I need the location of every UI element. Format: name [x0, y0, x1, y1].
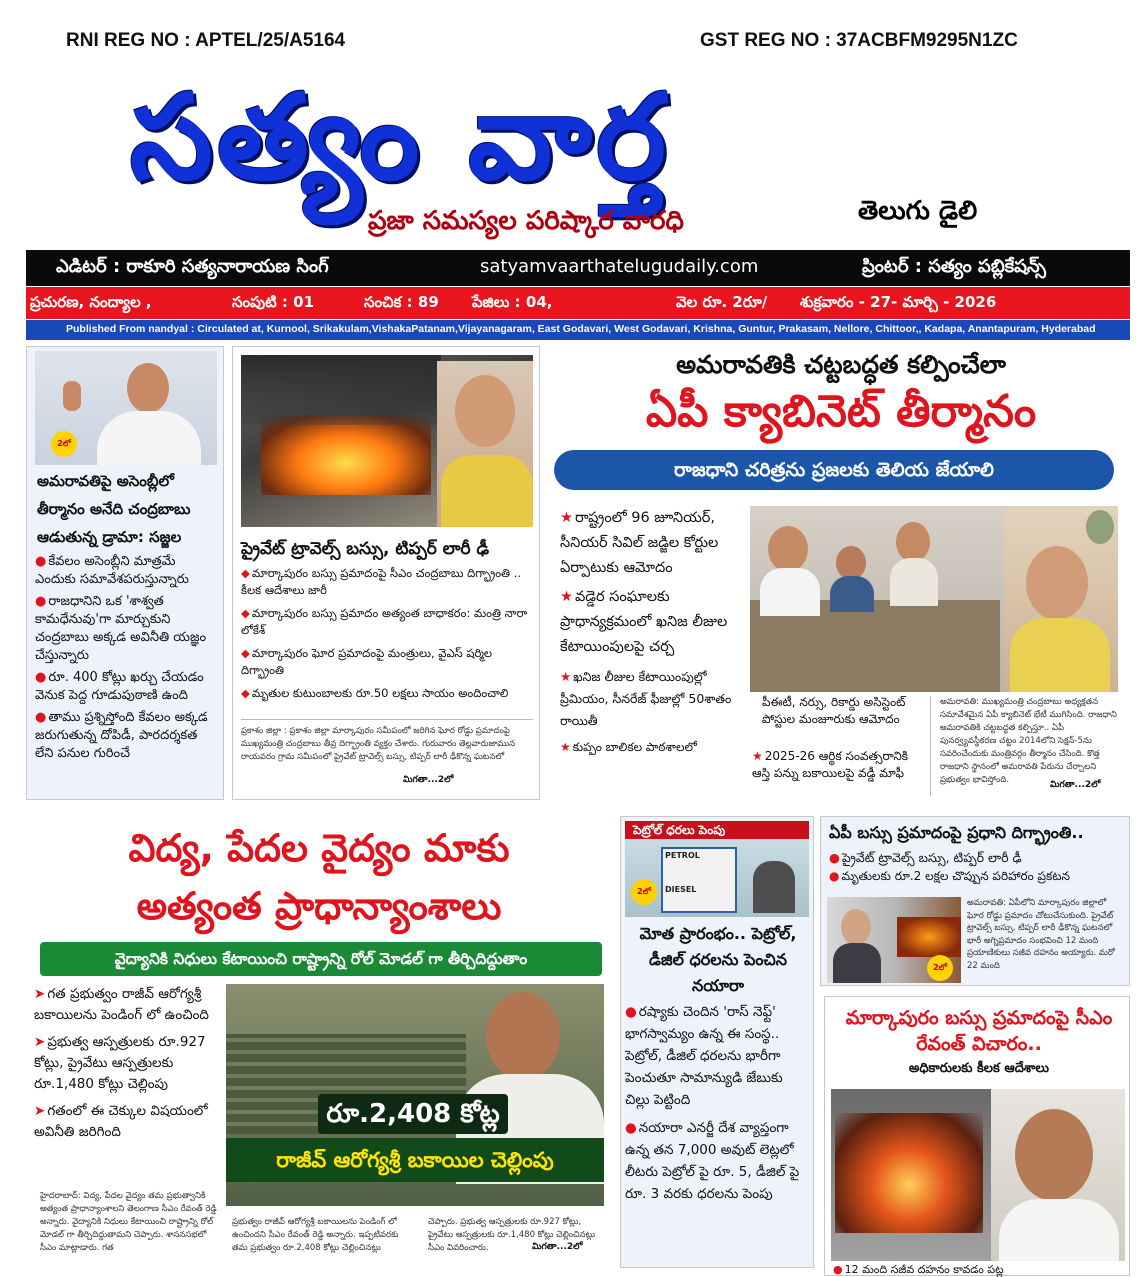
cabinet-body: అమరావతి: ముఖ్యమంత్రి చంద్రబాబు అధ్యక్షతన సమావేశమైన ఏపీ క్యాబినెట్ భేటీ ముగిసింది. రాజధాని అమరావతికి చట్టబద్ధత కల్పిస్తూ.. ఏపీ పునర్వ్యవస్థీకరణ చట్టం 2014లోని సెక్షన్-5ను సవరించేందుకు మంత్రివర్గం తీర్మానం చేసింది. కొత్త రాజధాని స్థానంలో అమరావతి పేరును చేర్చాలని ప్రభుత్వం భావిస్తోంది.	[940, 697, 1117, 785]
health-story	[26, 816, 612, 1276]
pump-label-petrol: PETROL	[665, 851, 700, 860]
price-label: వెల రూ. 2రూ/	[676, 293, 768, 311]
pm-story	[820, 816, 1130, 986]
rni-registration: RNI REG NO : APTEL/25/A5164	[66, 30, 346, 51]
pm-bullets	[829, 849, 1129, 885]
petrol-headline: మోత ప్రారంభం.. పెట్రోల్, డీజిల్ ధరలను పెంచిన నయారా	[639, 924, 797, 995]
gst-registration: GST REG NO : 37ACBFM9295N1ZC	[700, 30, 1018, 51]
list-item: ● మృతులకు రూ.2 లక్షల చొప్పున పరిహారం ప్రకటన	[829, 869, 1070, 883]
cabinet-story	[552, 346, 1130, 804]
health-body-col2: ప్రభుత్వం రాజీవ్ ఆరోగ్యశ్రీ బకాయిలను పెండింగ్ లో ఉంచిందని సీఎం రేవంత్ రెడ్డి అన్నారు. ఇప్పటివరకు తమ ప్రభుత్వం రూ.2,408 కోట్లు చెల్లించినట్లు	[232, 1217, 399, 1253]
continued-link[interactable]: మిగతా...2లో	[532, 1242, 583, 1252]
petrol-photo-title: పెట్రోల్ ధరలు పెంపు	[625, 821, 809, 839]
list-item: ● కేవలం అసెంబ్లీని మాత్రమే ఎందుకు సమావేశపరుస్తున్నారు	[35, 554, 189, 587]
website-link[interactable]: satyamvaarthatelugudaily.com	[480, 256, 759, 277]
logo-badge-icon: 2లో	[51, 431, 77, 457]
cabinet-kicker: అమరావతికి చట్టబద్ధత కల్పించేలా	[676, 350, 1006, 379]
list-item: ● తాము ప్రశ్నిస్తోంది కేవలం అక్కడ జరుగుతున్న దోపిడీ, పారదర్శకత లేని పనుల గురించే	[35, 710, 208, 761]
list-item: ◆ మార్కాపురం బస్సు ప్రమాదంపై సీఎం చంద్రబాబు దిగ్భ్రాంతి .. కీలక ఆదేశాలు జారీ	[241, 566, 522, 597]
assembly-photo	[226, 984, 604, 1206]
list-item: ➤ ప్రభుత్వ ఆస్పత్రులకు రూ.927 కోట్లు, ప్రైవేటు ఆస్పత్రులకు రూ.1,480 కోట్లు చెల్లింపు	[34, 1034, 206, 1092]
volume-number: సంపుటి : 01	[232, 293, 315, 311]
cabinet-banner: రాజధాని చరిత్రను ప్రజలకు తెలియ జేయాలి	[554, 450, 1114, 490]
health-body-col3: చెప్పారు. ప్రభుత్వ ఆస్పత్రులకు రూ.927 కోట్లు, ప్రైవేటు ఆస్పత్రులకు రూ.1,480 కోట్లు చెల్లించినట్లు సీఎం వివరించారు.	[428, 1217, 596, 1253]
pm-body: అమరావతి: ఏపీలోని మార్కాపురం జిల్లాలో ఘోర రోడ్డు ప్రమాదం చోటుచేసుకుంది. ప్రైవేట్ ట్రావెల్స్ బస్సు, టిప్పర్ లారీ ఢీకొన్న ఘటనలో భారీ అగ్నిప్రమాదం సంభవించి 12 మంది ప్రయాణికులు సజీవ దహనం అయ్యారు. మరో 22 మంది	[967, 898, 1115, 971]
cabinet-headline: ఏపీ క్యాబినెట్ తీర్మానం	[645, 386, 1037, 437]
list-item: ★ కుప్పం బాలికల పాఠశాలలో	[560, 740, 697, 754]
list-item: ◆ మృతుల కుటుంబాలకు రూ.50 లక్షలు సాయం అందించాలి	[241, 686, 509, 700]
list-item: ◆ మార్కాపురం బస్సు ప్రమాదం అత్యంత బాధాకరం: మంత్రి నారా లోకేశ్	[241, 606, 528, 637]
issue-date: శుక్రవారం - 27- మార్చి - 2026	[800, 293, 997, 311]
logo-badge-icon: 2లో	[927, 955, 953, 981]
revanth-story	[824, 996, 1130, 1276]
meta-bar	[26, 287, 1130, 319]
sajjala-bullets	[35, 553, 219, 763]
info-bar	[26, 250, 1130, 286]
health-body-col1: హైదరాబాద్: విద్య, పేదల వైద్యం తమ ప్రభుత్వానికి అత్యంత ప్రాధాన్యాంశాలని తెలంగాణ సీఎం రేవంత్ రెడ్డి అన్నారు. వైద్యానికి నిధులు కేటాయించి రాష్ట్రాన్ని రోల్ మోడల్ గా తీర్చిదిద్దుతామని చెప్పారు. శాసనసభలో సీఎం మాట్లాడారు. గత	[40, 1191, 217, 1253]
bus-accident-headline: ప్రైవేట్ ట్రావెల్స్ బస్సు, టిప్పర్ లారీ ఢీ	[241, 539, 490, 559]
list-item: ★ వడ్డెర సంఘాలకు ప్రాధాన్యక్రమంలో ఖనిజ లీజుల కేటాయింపులపై చర్చ	[560, 589, 728, 655]
revanth-subheading: అధికారులకు కీలక ఆదేశాలు	[908, 1061, 1050, 1076]
publication-place: ప్రచురణ, నంద్యాల ,	[30, 293, 152, 311]
revanth-headline: మార్కాపురం బస్సు ప్రమాదంపై సీఎం రేవంత్ విచారం..	[845, 1007, 1113, 1055]
list-item: ➤ గతంలో ఈ చెక్కుల విషయంలో అవినీతి జరిగింది	[34, 1103, 208, 1140]
cabinet-bullets	[560, 506, 750, 756]
cabinet-photo-caption: పీఈటీ, నర్సు, రికార్డు అసిస్టెంట్ పోస్టుల మంజూరుకు ఆమోదం	[762, 695, 906, 726]
photo-caption-overlay: రాజీవ్ ఆరోగ్యశ్రీ బకాయిల చెల్లింపు	[226, 1138, 604, 1182]
petrol-story	[620, 816, 814, 1268]
editor-name: ఎడిటర్ : రాకూరి సత్యనారాయణ సింగ్	[56, 256, 329, 277]
bus-accident-bullets	[241, 565, 533, 702]
pm-headline: ఏపీ బస్సు ప్రమాదంపై ప్రధాని దిగ్భ్రాంతి..	[829, 823, 1084, 842]
sajjala-story	[26, 346, 224, 800]
cabinet-meeting-photo	[750, 506, 1118, 692]
health-bullets	[34, 984, 222, 1143]
list-item: ➤ గత ప్రభుత్వం రాజీవ్ ఆరోగ్యశ్రీ బకాయిలను పెండింగ్ లో ఉంచింది	[34, 986, 209, 1023]
health-headline-line1: విద్య, పేదల వైద్యం మాకు	[128, 826, 510, 870]
bus-accident-photo	[241, 355, 533, 527]
bus-accident-story	[232, 346, 540, 800]
amount-overlay: రూ.2,408 కోట్ల	[318, 1094, 508, 1134]
list-item: ● ప్రైవేట్ ట్రావెల్స్ బస్సు, టిప్పర్ లారీ ఢీ	[829, 850, 1022, 865]
pump-label-diesel: DIESEL	[665, 885, 697, 894]
list-item: ● రూ. 400 కోట్లు ఖర్చు చేయడం వెనుక పెద్ద గూడుపుఠాణి ఉంది	[35, 670, 204, 703]
list-item: ● రాజధానిని ఒక 'శాశ్వత కామధేనువు'గా మార్చుకుని చంద్రబాబు అక్కడ అవినీతి యజ్ఞం చేస్తున్నారు	[35, 594, 207, 663]
masthead-title: సత్యం వార్త	[130, 68, 671, 206]
petrol-pump-photo	[625, 821, 809, 917]
government-emblem-icon	[1086, 510, 1114, 544]
revanth-bottom-line: ● 12 మంది సజీవ దహనం కావడం పట్ల	[833, 1263, 1004, 1276]
continued-link[interactable]: మిగతా...2లో	[403, 775, 454, 785]
list-item: ★ రాష్ట్రంలో 96 జూనియర్, సీనియర్ సివిల్ జడ్జిల కోర్టుల ఏర్పాటుకు ఆమోదం	[560, 510, 719, 576]
printer-name: ప్రింటర్ : సత్యం పబ్లికేషన్స్	[862, 256, 1046, 277]
list-item: ● రష్యాకు చెందిన 'రాస్ నెఫ్ట్' భాగస్వామ్యం ఉన్న ఈ సంస్థ.. పెట్రోల్, డీజిల్ ధరలను భారీగా పెంచుతూ సామాన్యుడి జేబుకు చిల్లు పెట్టింది	[625, 1004, 783, 1108]
health-headline-line2: అత్యంత ప్రాధాన్యాంశాలు	[136, 884, 502, 928]
telugu-daily-label: తెలుగు డైలి	[858, 196, 978, 226]
pm-photo	[827, 897, 961, 983]
revanth-photo	[831, 1089, 1125, 1261]
list-item: ◆ మార్కాపురం ఘోర ప్రమాదంపై మంత్రులు, వైఎస్ షర్మిల దిగ్భ్రాంతి	[241, 646, 493, 677]
health-banner: వైద్యానికి నిధులు కేటాయించి రాష్ట్రాన్ని రోల్ మోడల్ గా తీర్చిదిద్దుతాం	[40, 942, 602, 976]
bus-accident-body: ప్రకాశం జిల్లా : ప్రకాశం జిల్లా మార్కాపురం సమీపంలో జరిగిన ఘోర రోడ్డు ప్రమాదంపై ముఖ్యమంత్రి చంద్రబాబు తీవ్ర దిగ్భ్రాంతి వ్యక్తం చేశారు. గురువారం తెల్లవారుజామున రాయవరం గ్రామ సమీపంలో ప్రైవేట్ ట్రావెల్స్ బస్సు, టిప్పర్ లారీ ఢీకొన్న ఘటనలో	[241, 726, 516, 762]
circulation-line: Published From nandyal : Circulated at, Kurnool, Srikakulam,VishakaPatanam,Vijayanagaram, East Godavari, West Godavari, Krishna, Guntur, Prakasam, Nellore, Chittoor,, Kadapa, Anantapuram, Hyderabad	[26, 320, 1130, 340]
cabinet-2025-item: ★ 2025-26 ఆర్థిక సంవత్సరానికి ఆస్తి పన్ను బకాయిలపై వడ్డీ మాఫీ	[752, 749, 909, 780]
sajjala-headline: అమరావతిపై అసెంబ్లీలో తీర్మానం అనేది చంద్రబాబు ఆడుతున్న డ్రామా: సజ్జల	[37, 472, 191, 546]
list-item: ● నయారా ఎనర్జీ దేశ వ్యాప్తంగా ఉన్న తన 7,000 అవుట్ లెట్లలో లీటరు పెట్రోల్ పై రూ. 5, డీజిల్ పై రూ. 3 వరకు ధరలను పెంపు	[625, 1120, 800, 1202]
sajjala-photo	[35, 351, 217, 465]
petrol-bullets	[625, 1001, 809, 1205]
logo-badge-icon: 2లో	[631, 879, 657, 905]
continued-link[interactable]: మిగతా...2లో	[1050, 780, 1101, 790]
list-item: ★ ఖనిజ లీజుల కేటాయింపుల్లో ప్రీమియం, సీనరేజ్ ఫీజుల్లో 50శాతం రాయితీ	[560, 669, 732, 728]
page-count: పేజిలు : 04,	[472, 293, 553, 311]
masthead-tagline: ప్రజా సమస్యల పరిష్కార వారధి	[368, 206, 684, 236]
issue-number: సంచిక : 89	[364, 293, 439, 311]
